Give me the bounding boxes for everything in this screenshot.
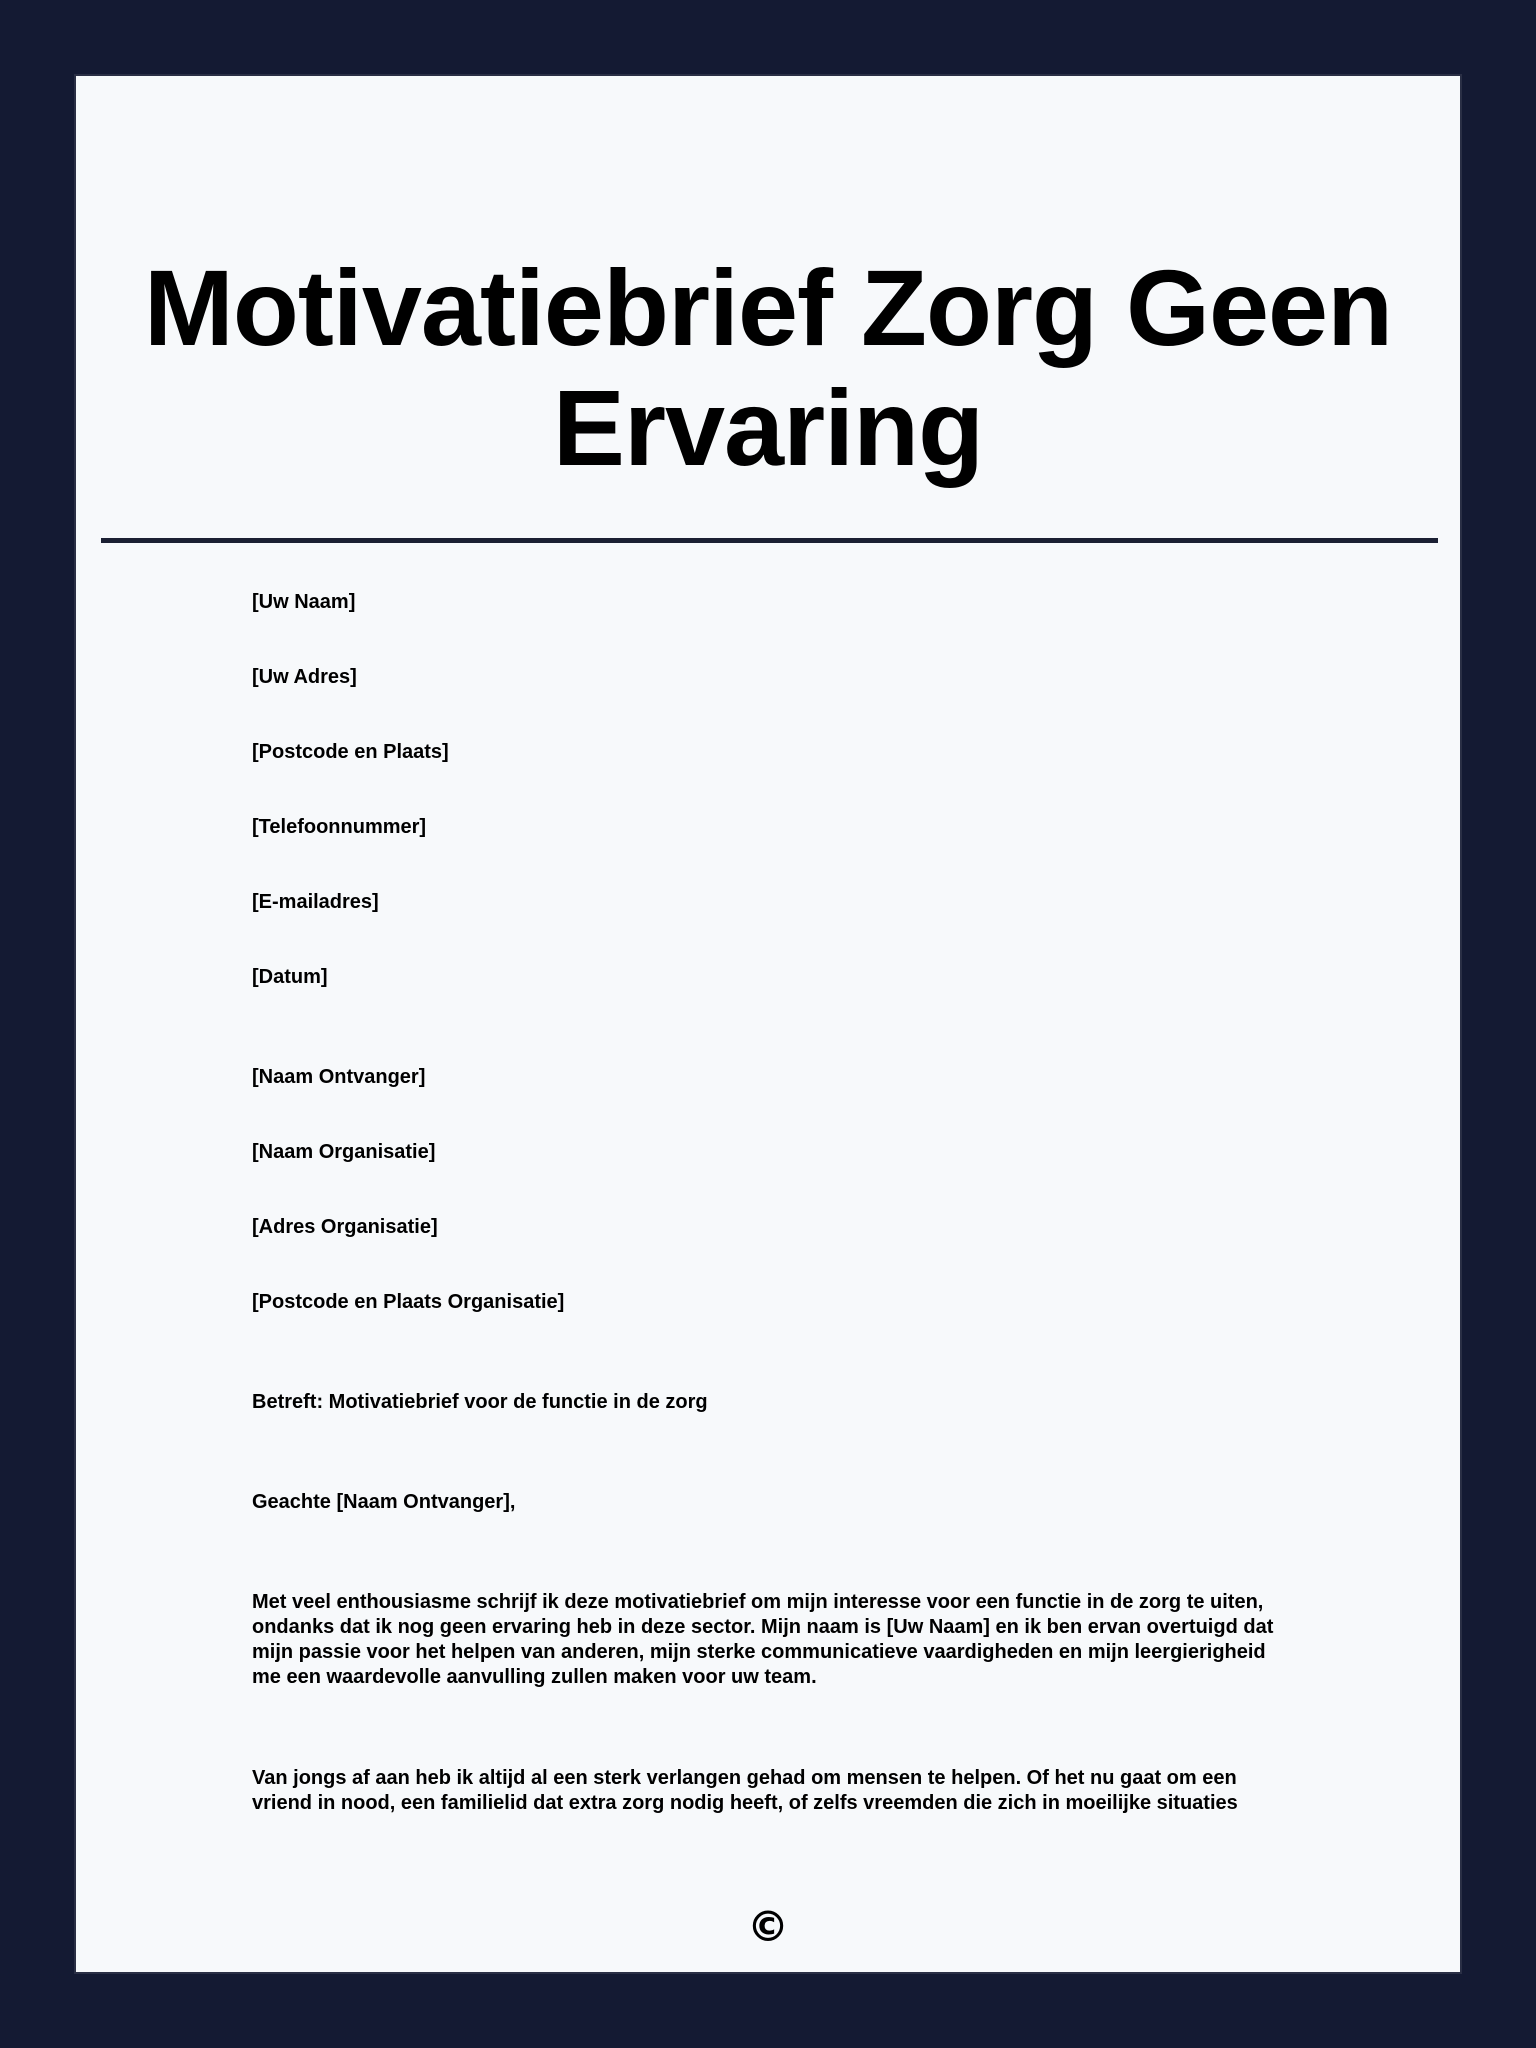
sender-name: [Uw Naam]: [252, 591, 356, 613]
letter-date: [Datum]: [252, 966, 328, 988]
sender-email: [E-mailadres]: [252, 891, 379, 913]
letter-salutation: Geachte [Naam Ontvanger],: [252, 1491, 516, 1513]
letter-paragraph: Van jongs af aan heb ik altijd al een sterk verlangen gehad om mensen te helpen. Of het nu gaat om een vriend in nood, een familielid dat extra zorg nodig heeft, of zelfs vreemden die zich in moeilijke situaties: [252, 1767, 1238, 1814]
letter-paragraph: Met veel enthousiasme schrijf ik deze motivatiebrief om mijn interesse voor een functie in de zorg te uiten, ondanks dat ik nog geen ervaring heb in deze sector. Mijn naam is [Uw Naam] en ik ben ervan overtuigd dat mijn passie voor het helpen van anderen, mijn sterke communicatieve vaardigheden en mijn leergierigheid me een waardevolle aanvulling zullen maken voor uw team.: [252, 1591, 1274, 1688]
copyright-icon: ©: [747, 1902, 789, 1951]
recipient-address: [Adres Organisatie]: [252, 1216, 438, 1238]
document-page: [74, 74, 1462, 1974]
recipient-postal-city: [Postcode en Plaats Organisatie]: [252, 1291, 565, 1313]
recipient-organisation: [Naam Organisatie]: [252, 1141, 436, 1163]
title-divider: [101, 538, 1438, 543]
recipient-name: [Naam Ontvanger]: [252, 1066, 426, 1088]
letter-subject: Betreft: Motivatiebrief voor de functie in de zorg: [252, 1391, 708, 1413]
sender-address: [Uw Adres]: [252, 666, 357, 688]
sender-postal-city: [Postcode en Plaats]: [252, 741, 449, 763]
page-title: Motivatiebrief Zorg Geen Ervaring: [143, 247, 1393, 488]
sender-phone: [Telefoonnummer]: [252, 816, 427, 838]
